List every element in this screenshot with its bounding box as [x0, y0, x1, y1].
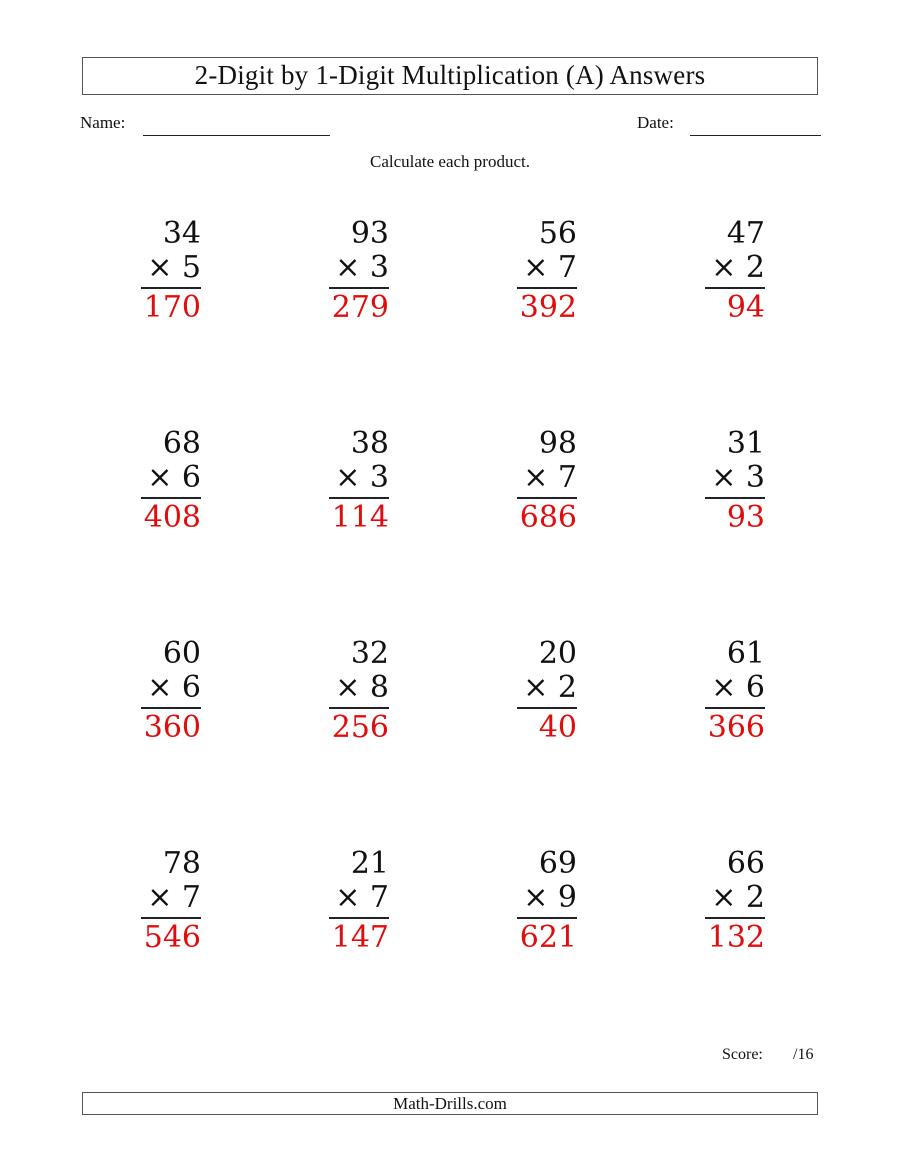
answer: 93: [726, 500, 765, 535]
problem-8: [705, 427, 765, 537]
problem-9: [141, 637, 201, 747]
times-icon: ×: [711, 460, 737, 495]
multiplier-row: [329, 251, 389, 285]
answer: 147: [331, 920, 389, 955]
multiplicand: 61: [726, 636, 765, 671]
multiplier: 8: [369, 670, 389, 705]
multiplicand: 32: [350, 636, 389, 671]
multiplier-row: [329, 881, 389, 915]
answer: 132: [707, 920, 765, 955]
footer-site: Math-Drills.com: [82, 1092, 818, 1115]
multiplier: 6: [181, 670, 201, 705]
problem-10: [329, 637, 389, 747]
problem-3: [517, 217, 577, 327]
answer: 686: [519, 500, 577, 535]
times-icon: ×: [711, 880, 737, 915]
answer: 366: [707, 710, 765, 745]
answer: 621: [519, 920, 577, 955]
problem-16: [705, 847, 765, 957]
times-icon: ×: [523, 250, 549, 285]
times-icon: ×: [523, 880, 549, 915]
problem-1: [141, 217, 201, 327]
worksheet-title: 2-Digit by 1-Digit Multiplication (A) Answers: [82, 57, 818, 95]
multiplier: 7: [557, 460, 577, 495]
problem-11: [517, 637, 577, 747]
multiplier: 2: [557, 670, 577, 705]
answer: 546: [143, 920, 201, 955]
problem-13: [141, 847, 201, 957]
multiplicand: 47: [726, 216, 765, 251]
multiplier: 6: [745, 670, 765, 705]
problem-5: [141, 427, 201, 537]
multiplier: 2: [745, 250, 765, 285]
answer: 256: [331, 710, 389, 745]
multiplier-row: [329, 671, 389, 705]
answer: 360: [143, 710, 201, 745]
problem-14: [329, 847, 389, 957]
problem-12: [705, 637, 765, 747]
times-icon: ×: [147, 250, 173, 285]
times-icon: ×: [335, 250, 361, 285]
name-label: Name:: [80, 113, 126, 132]
multiplier-row: [329, 461, 389, 495]
multiplier: 6: [181, 460, 201, 495]
multiplier-row: [705, 461, 765, 495]
name-field-line[interactable]: [143, 135, 330, 136]
problem-7: [517, 427, 577, 537]
multiplicand: 60: [162, 636, 201, 671]
multiplier: 9: [557, 880, 577, 915]
multiplier: 7: [369, 880, 389, 915]
answer: 40: [538, 710, 577, 745]
multiplicand: 56: [538, 216, 577, 251]
times-icon: ×: [335, 460, 361, 495]
score-label: Score:: [722, 1046, 763, 1063]
answer: 392: [519, 290, 577, 325]
multiplier-row: [705, 251, 765, 285]
multiplicand: 34: [162, 216, 201, 251]
problem-6: [329, 427, 389, 537]
answer: 114: [331, 500, 389, 535]
times-icon: ×: [335, 880, 361, 915]
multiplier: 3: [745, 460, 765, 495]
times-icon: ×: [147, 880, 173, 915]
multiplier-row: [705, 671, 765, 705]
times-icon: ×: [523, 460, 549, 495]
multiplier: 7: [557, 250, 577, 285]
multiplier-row: [141, 461, 201, 495]
multiplicand: 66: [726, 846, 765, 881]
instructions: Calculate each product.: [369, 152, 530, 171]
multiplier-row: [705, 881, 765, 915]
multiplicand: 31: [726, 426, 765, 461]
answer: 279: [331, 290, 389, 325]
multiplier: 5: [181, 250, 201, 285]
multiplier: 3: [369, 460, 389, 495]
multiplier-row: [141, 251, 201, 285]
multiplicand: 69: [538, 846, 577, 881]
multiplicand: 93: [350, 216, 389, 251]
multiplicand: 98: [538, 426, 577, 461]
multiplier-row: [517, 881, 577, 915]
multiplier-row: [141, 881, 201, 915]
multiplier: 7: [181, 880, 201, 915]
date-label: Date:: [637, 113, 674, 132]
problem-15: [517, 847, 577, 957]
multiplicand: 78: [162, 846, 201, 881]
times-icon: ×: [147, 460, 173, 495]
times-icon: ×: [147, 670, 173, 705]
times-icon: ×: [335, 670, 361, 705]
multiplier-row: [517, 461, 577, 495]
multiplier-row: [517, 251, 577, 285]
multiplicand: 21: [350, 846, 389, 881]
problem-2: [329, 217, 389, 327]
multiplier-row: [517, 671, 577, 705]
times-icon: ×: [711, 250, 737, 285]
multiplicand: 68: [162, 426, 201, 461]
score-total: /16: [793, 1046, 814, 1063]
date-field-line[interactable]: [690, 135, 821, 136]
answer: 170: [143, 290, 201, 325]
times-icon: ×: [523, 670, 549, 705]
multiplicand: 38: [350, 426, 389, 461]
answer: 408: [143, 500, 201, 535]
multiplier: 2: [745, 880, 765, 915]
problem-4: [705, 217, 765, 327]
multiplier-row: [141, 671, 201, 705]
multiplicand: 20: [538, 636, 577, 671]
answer: 94: [726, 290, 765, 325]
multiplier: 3: [369, 250, 389, 285]
times-icon: ×: [711, 670, 737, 705]
